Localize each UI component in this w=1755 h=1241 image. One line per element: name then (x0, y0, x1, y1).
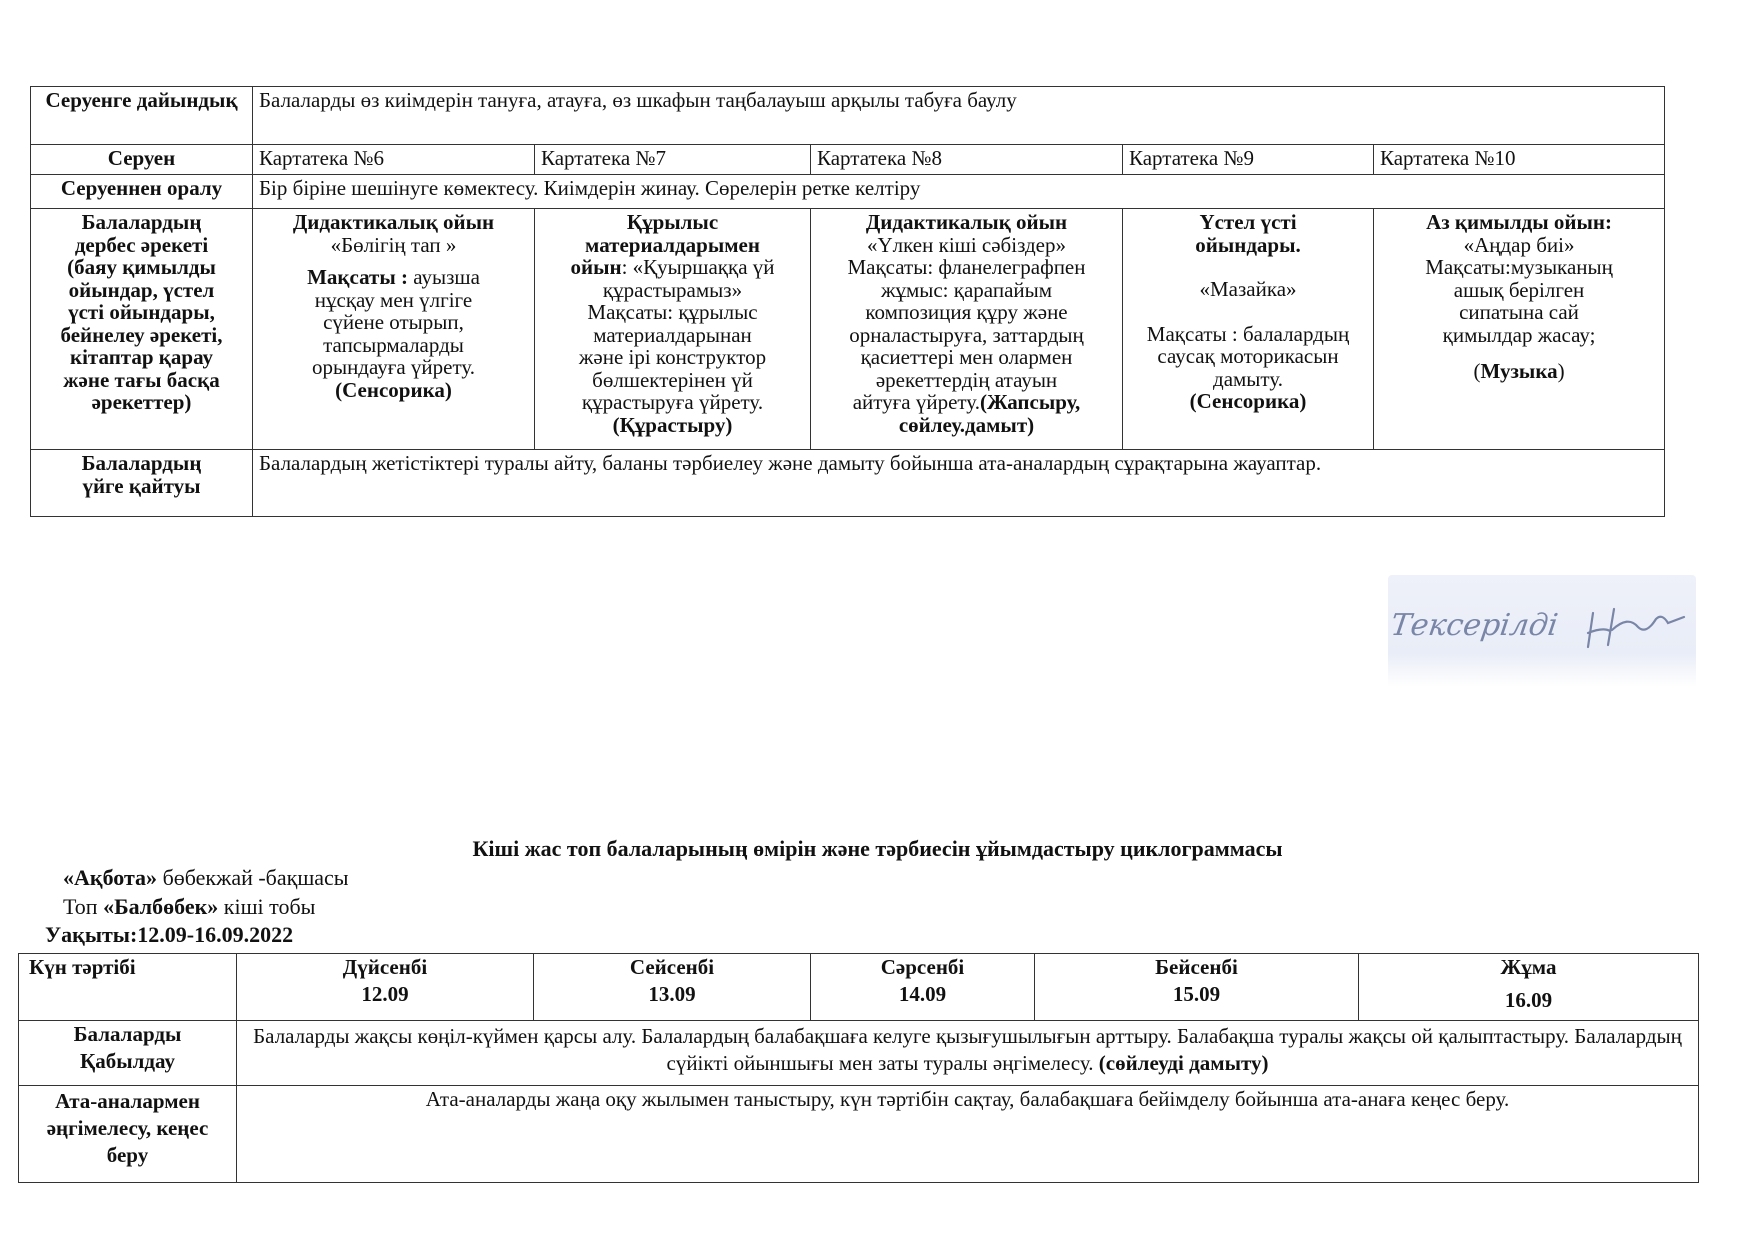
subject-tag: (Құрастыру) (612, 412, 733, 437)
game-name: «Үлкен кіші сәбіздер» (866, 232, 1066, 257)
activity-title: Құрылыс (626, 210, 719, 234)
label-line: Ата-аналармен (55, 1089, 200, 1113)
goal-text: айтуға үйрету. (852, 390, 980, 414)
goal-text: бөлшектерінен үй (592, 367, 753, 392)
goal-text: Мақсаты: фланелеграфпен (847, 255, 1086, 279)
table-row (19, 1021, 1699, 1086)
row-label-parents (19, 1086, 237, 1183)
day-name: Дүйсенбі (342, 955, 428, 979)
walk-card-4: Картатека №9 (1123, 145, 1374, 175)
label-line: Балаларды (73, 1022, 182, 1046)
day-date: 13.09 (648, 982, 696, 1006)
table-row (31, 175, 1665, 209)
group-suffix: кіші тобы (218, 894, 316, 919)
day-friday (1359, 954, 1699, 1021)
day-date: 14.09 (898, 982, 947, 1006)
parents-text: Ата-аналарды жаңа оқу жылымен таныстыру, күн тәртібін сақтау, балабақшаға бейімделу бойынша ата-анаға кеңес беру. (237, 1086, 1699, 1183)
label-line: үсті ойындары, (68, 300, 215, 324)
signature-icon (1388, 575, 1696, 687)
row-label-walk: Серуен (31, 145, 253, 175)
goal-text: ашық берілген (1453, 277, 1585, 302)
label-line: Балалардың (81, 451, 202, 475)
row-label-going-home (31, 450, 253, 517)
goal-text: жұмыс: қарапайым (880, 277, 1053, 302)
label-line: Қабылдау (80, 1049, 175, 1073)
corner-label: Күн тәртібі (19, 954, 237, 1021)
goal-text: сипатына сай (1459, 300, 1579, 324)
kindergarten-title: «Ақбота» (63, 865, 158, 890)
table-row (31, 450, 1665, 517)
subject-tag: сөйлеу.дамыт) (898, 412, 1035, 437)
day-name: Сейсенбі (629, 955, 715, 979)
day-tuesday (534, 954, 811, 1021)
reception-text (237, 1021, 1699, 1086)
goal-text: орындауға үйрету. (311, 355, 476, 379)
label-line: (баяу қимылды (67, 255, 216, 279)
goal-text: және ірі конструктор (578, 345, 767, 369)
goal-text: материалдарынан (593, 322, 752, 347)
goal-text: Мақсаты : балалардың (1146, 321, 1350, 346)
day-name: Бейсенбі (1155, 955, 1238, 979)
activity-wednesday (811, 209, 1123, 450)
group-prefix: Топ (63, 894, 104, 919)
goal-text: сүйене отырып, (323, 310, 464, 334)
table-row (31, 209, 1665, 450)
walk-card-3: Картатека №8 (811, 145, 1123, 175)
period: Уақыты:12.09-16.09.2022 (45, 922, 294, 947)
day-monday (237, 954, 534, 1021)
activity-tuesday (535, 209, 811, 450)
table-row (19, 954, 1699, 1021)
day-date: 15.09 (1172, 982, 1221, 1006)
walk-card-2: Картатека №7 (535, 145, 811, 175)
goal-text: саусақ моторикасын (1157, 344, 1339, 368)
walk-card-5: Картатека №10 (1374, 145, 1665, 175)
signature-stamp (1388, 575, 1696, 687)
goal-text: тапсырмаларды (323, 332, 464, 357)
subject-tag: (Сенсорика) (335, 377, 452, 402)
table-row (31, 87, 1665, 145)
table-row (31, 145, 1665, 175)
activity-title: ойындары. (1195, 232, 1301, 257)
activity-monday (253, 209, 535, 450)
goal-text: композиция құру және (865, 300, 1068, 324)
goal-text: құрастыруға үйрету. (581, 390, 764, 414)
row-label-walk-prep: Серуенге дайындық (31, 87, 253, 145)
schedule-table-top (30, 86, 1665, 517)
group-title: «Балбөбек» (103, 894, 219, 919)
activity-title: ойын (570, 255, 622, 279)
return-walk-text: Бір біріне шешінуге көмектесу. Киімдерін жинау. Сөрелерін ретке келтіру (253, 175, 1665, 209)
day-name: Сәрсенбі (880, 955, 965, 979)
walk-card-1: Картатека №6 (253, 145, 535, 175)
activity-title: Дидактикалық ойын (865, 210, 1068, 234)
reception-description: Балаларды жақсы көңіл-күймен қарсы алу. Балалардың балабақшаға келуге қызығушылығын арттыру. Балабақша туралы жақсы ой қалыптастыру. Балалардың сүйікті ойыншығы мен заты туралы әңгімелесу. (253, 1024, 1682, 1075)
goal-text: ауызша (413, 265, 480, 289)
goal-label: Мақсаты : (307, 265, 408, 289)
goal-text: орналастыруға, заттардың (849, 322, 1084, 347)
goal-text: нұсқау мен үлгіге (314, 287, 473, 312)
goal-text: дамыту. (1213, 366, 1283, 391)
day-date: 16.09 (1504, 988, 1553, 1012)
label-line: кітаптар қарау (69, 345, 214, 369)
game-name: «Бөлігің тап » (330, 232, 457, 257)
game-name: құрастырамыз» (602, 277, 743, 302)
activity-friday: Аз қимылды ойын: «Аңдар биі» Мақсаты:музыканың ашық берілген сипатына сай қимылдар жасау; (Музыка) (1374, 209, 1665, 450)
activity-title: материалдарымен (585, 232, 760, 257)
activity-title: Аз қимылды ойын: (1426, 210, 1612, 234)
label-line: үйге қайтуы (82, 474, 201, 498)
row-label-reception (19, 1021, 237, 1086)
goal-text: қимылдар жасау; (1442, 322, 1596, 347)
activity-thursday (1123, 209, 1374, 450)
label-line: дербес әрекеті (74, 232, 209, 257)
schedule-table-bottom (18, 953, 1699, 1183)
label-line: және тағы басқа (63, 367, 220, 392)
day-name: Жұма (1500, 955, 1557, 979)
game-name: «Мазайка» (1199, 277, 1297, 301)
subject-tag: (Жапсыру, (979, 390, 1081, 414)
subject-tag: Музыка (1480, 359, 1558, 383)
activity-title: Үстел үсті (1199, 210, 1297, 234)
signature-text: Тексерілді (1388, 608, 1560, 643)
table-row (19, 1086, 1699, 1183)
page-title: Кіші жас топ балаларының өмірін және тәрбиесін ұйымдастыру циклограммасы (472, 836, 1283, 861)
row-label-activity (31, 209, 253, 450)
subject-tag: (Сенсорика) (1189, 389, 1307, 413)
label-line: бейнелеу әрекеті, (60, 322, 223, 347)
going-home-text: Балалардың жетістіктері туралы айту, баланы тәрбиелеу және дамыту бойынша ата-аналардың сұрақтарына жауаптар. (253, 450, 1665, 517)
label-line: әрекеттер) (91, 390, 192, 414)
goal-text: Мақсаты: құрылыс (587, 300, 758, 324)
activity-title: Дидактикалық ойын (292, 210, 495, 234)
kindergarten-name (63, 865, 349, 891)
goal-text: әрекеттердің атауын (875, 367, 1058, 392)
walk-prep-text: Балаларды өз киімдерін тануға, атауға, өз шкафын таңбалауыш арқылы табуға баулу (253, 87, 1665, 145)
subject-tag: (сөйлеуді дамыту) (1098, 1051, 1269, 1075)
game-name: : «Қуыршаққа үй (621, 255, 775, 279)
group-name (63, 894, 315, 920)
day-date: 12.09 (361, 982, 409, 1006)
row-label-return-walk: Серуеннен оралу (31, 175, 253, 209)
label-line: Балалардың (81, 210, 202, 234)
game-name: «Аңдар биі» (1463, 232, 1575, 257)
goal-text: Мақсаты:музыканың (1425, 255, 1613, 279)
label-line: ойындар, үстел (68, 277, 215, 302)
day-thursday (1035, 954, 1359, 1021)
label-line: әңгімелесу, кеңес (46, 1116, 209, 1140)
goal-text: қасиеттері мен олармен (860, 345, 1073, 369)
label-line: беру (106, 1143, 149, 1167)
day-wednesday (811, 954, 1035, 1021)
kindergarten-suffix: бөбекжай -бақшасы (157, 865, 349, 890)
